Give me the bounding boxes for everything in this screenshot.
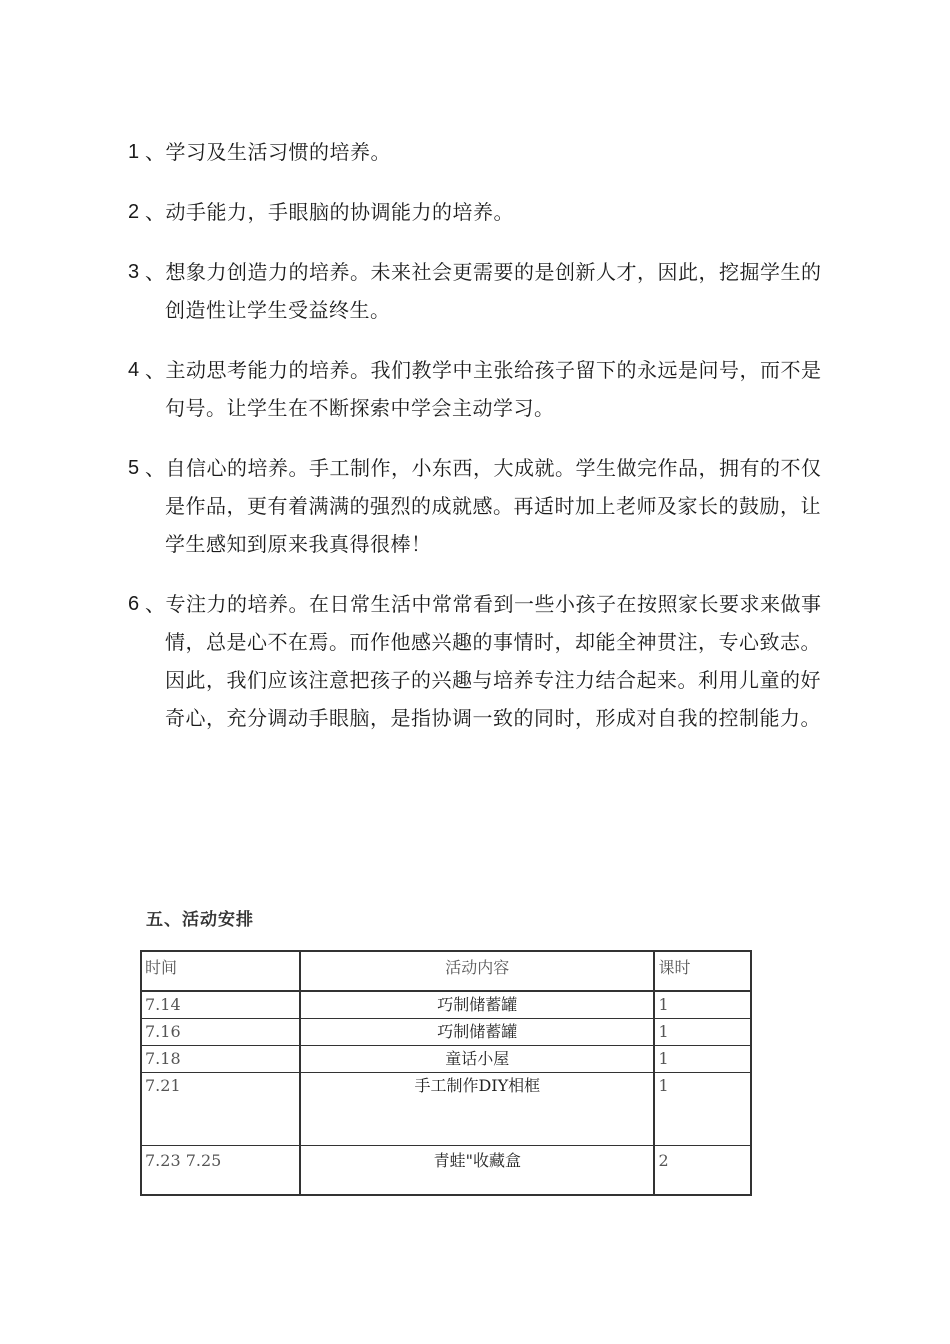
item-number: 3 xyxy=(128,261,140,283)
cell-hours: 1 xyxy=(654,1046,751,1073)
cell-content: 巧制储蓄罐 xyxy=(300,1019,654,1046)
list-item xyxy=(130,585,830,737)
cell-content: 巧制储蓄罐 xyxy=(300,991,654,1019)
item-text: 、想象力创造力的培养。未来社会更需要的是创新人才，因此，挖掘学生的创造性让学生受益终生。 xyxy=(145,260,822,322)
header-content: 活动内容 xyxy=(300,951,654,991)
cell-time: 7.14 xyxy=(141,991,300,1019)
list-item xyxy=(130,133,830,171)
header-time: 时间 xyxy=(141,951,300,991)
schedule-table xyxy=(140,950,752,1196)
item-number: 5 xyxy=(128,457,140,479)
cell-hours: 1 xyxy=(654,991,751,1019)
table-row xyxy=(141,1019,751,1046)
cell-time: 7.21 xyxy=(141,1073,300,1146)
cell-hours: 1 xyxy=(654,1073,751,1146)
item-number: 2 xyxy=(128,201,140,223)
item-text: 、专注力的培养。在日常生活中常常看到一些小孩子在按照家长要求来做事情，总是心不在焉。而作他感兴趣的事情时，却能全神贯注，专心致志。因此，我们应该注意把孩子的兴趣与培养专注力结合起来。利用儿童的好奇心，充分调动手眼脑，是指协调一致的同时，形成对自我的控制能力。 xyxy=(145,592,822,730)
list-item xyxy=(130,253,830,329)
item-number: 1 xyxy=(128,141,140,163)
list-item xyxy=(130,351,830,427)
cell-time: 7.16 xyxy=(141,1019,300,1046)
goals-list xyxy=(130,133,830,759)
item-text: 、主动思考能力的培养。我们教学中主张给孩子留下的永远是问号，而不是句号。让学生在不断探索中学会主动学习。 xyxy=(145,358,822,420)
cell-content: 手工制作DIY相框 xyxy=(300,1073,654,1146)
cell-time: 7.18 xyxy=(141,1046,300,1073)
item-text: 、自信心的培养。手工制作，小东西，大成就。学生做完作品，拥有的不仅是作品，更有着满满的强烈的成就感。再适时加上老师及家长的鼓励，让学生感知到原来我真得很棒！ xyxy=(145,456,822,556)
list-item xyxy=(130,449,830,563)
list-item xyxy=(130,193,830,231)
cell-content: 童话小屋 xyxy=(300,1046,654,1073)
table-row xyxy=(141,991,751,1019)
cell-hours: 2 xyxy=(654,1146,751,1196)
cell-content: 青蛙"收藏盒 xyxy=(300,1146,654,1196)
header-hours: 课时 xyxy=(654,951,751,991)
table-header-row xyxy=(141,951,751,991)
cell-hours: 1 xyxy=(654,1019,751,1046)
table-row xyxy=(141,1046,751,1073)
item-number: 4 xyxy=(128,359,140,381)
item-number: 6 xyxy=(128,593,140,615)
item-text: 、学习及生活习惯的培养。 xyxy=(145,140,391,164)
table-row xyxy=(141,1073,751,1146)
section-title: 五、活动安排 xyxy=(146,910,254,930)
table-row xyxy=(141,1146,751,1196)
cell-time: 7.23 7.25 xyxy=(141,1146,300,1196)
item-text: 、动手能力，手眼脑的协调能力的培养。 xyxy=(145,200,514,224)
